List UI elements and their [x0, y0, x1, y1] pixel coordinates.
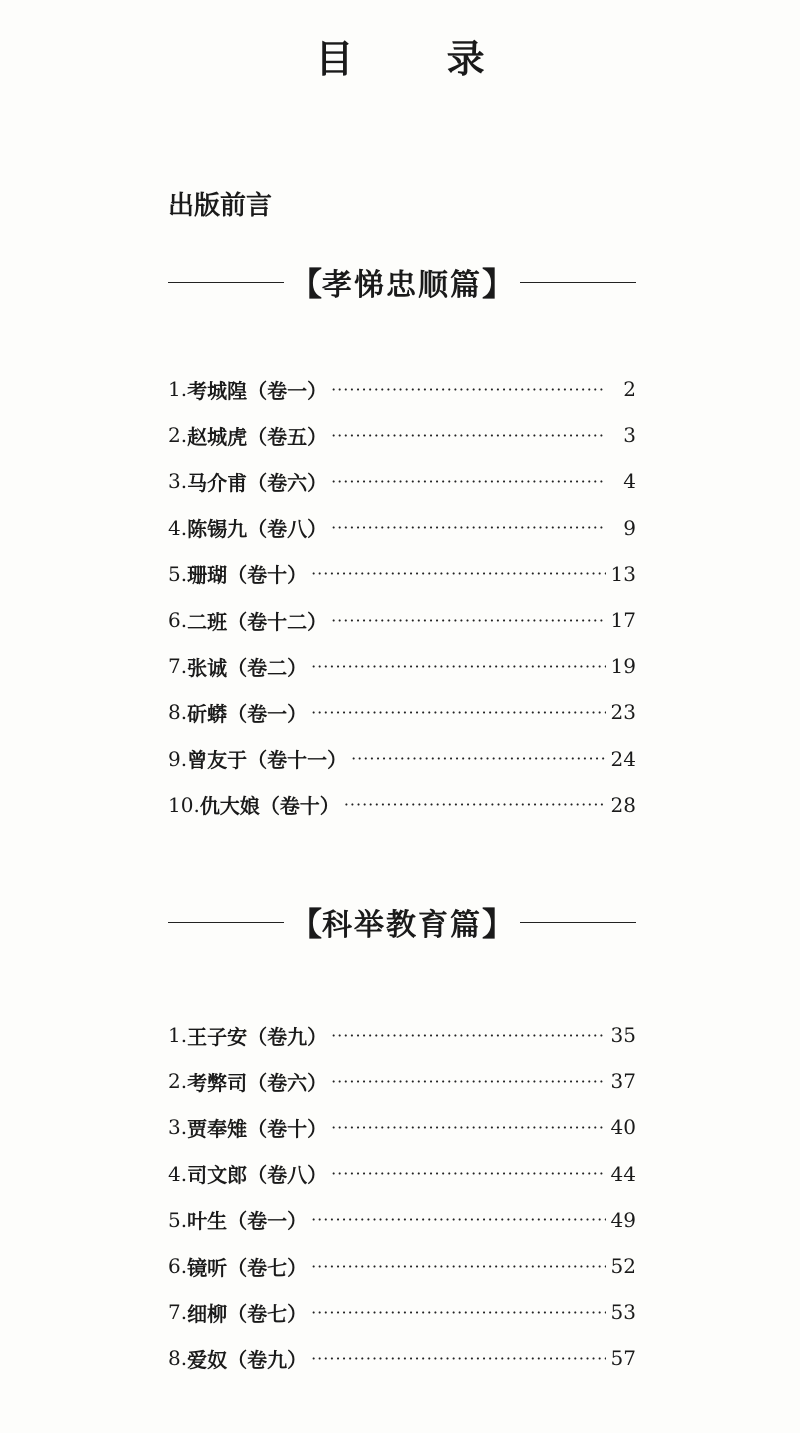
entry-volume: （卷一） — [247, 378, 328, 403]
entry-volume: （卷十） — [259, 794, 340, 819]
dot-leader — [311, 703, 606, 722]
dot-leader — [331, 1118, 606, 1137]
entry-volume: （卷十） — [227, 563, 308, 588]
entry-number: 8. — [168, 1346, 188, 1371]
entry-page: 2 — [623, 377, 636, 402]
dot-leader — [331, 1164, 606, 1183]
entry-page: 37 — [610, 1069, 636, 1094]
entry-volume: （卷七） — [227, 1301, 308, 1326]
entry-number: 8. — [168, 700, 188, 725]
entry-volume: （卷十） — [247, 1116, 328, 1141]
bracket-open: 【 — [289, 265, 322, 303]
entry-title: 考城隍 — [187, 378, 248, 403]
toc-entry[interactable] — [168, 1243, 636, 1289]
toc-entry[interactable] — [168, 1197, 636, 1243]
entry-title: 细柳 — [187, 1301, 228, 1326]
entry-page: 28 — [610, 792, 636, 817]
entry-page: 17 — [610, 608, 636, 633]
entry-number: 6. — [168, 608, 188, 633]
entry-title: 司文郎 — [187, 1163, 248, 1188]
toc-entry[interactable] — [168, 736, 636, 782]
entry-title: 赵城虎 — [187, 424, 248, 449]
entry-volume: （卷五） — [247, 424, 328, 449]
dot-leader — [331, 380, 606, 399]
entry-title: 斫蟒 — [187, 701, 228, 726]
bracket-close: 】 — [482, 905, 515, 943]
dot-leader — [311, 1210, 606, 1229]
toc-entry[interactable] — [168, 1289, 636, 1335]
bracket-open: 【 — [289, 905, 322, 943]
toc-entry[interactable] — [168, 1335, 636, 1381]
entry-title: 二班 — [187, 609, 228, 634]
toc-entry[interactable] — [168, 458, 636, 504]
entry-title: 仇大娘 — [199, 794, 260, 819]
dot-leader — [311, 1303, 606, 1322]
section-header-2 — [168, 900, 636, 944]
entry-title: 考弊司 — [187, 1070, 248, 1095]
entry-title: 镜听 — [187, 1255, 228, 1280]
entry-volume: （卷一） — [227, 701, 308, 726]
entry-page: 35 — [610, 1023, 636, 1048]
entry-number: 5. — [168, 1207, 188, 1232]
divider-line — [168, 282, 284, 283]
entry-page: 13 — [610, 561, 636, 586]
entry-page: 23 — [610, 700, 636, 725]
entry-title: 陈锡九 — [187, 517, 248, 542]
entry-page: 53 — [610, 1300, 636, 1325]
dot-leader — [331, 518, 606, 537]
entry-number: 1. — [168, 1023, 188, 1048]
entry-title: 王子安 — [187, 1024, 248, 1049]
toc-list-1 — [168, 366, 636, 828]
preface-heading[interactable]: 出版前言 — [168, 191, 273, 221]
entry-page: 9 — [623, 515, 636, 540]
entry-number: 2. — [168, 1069, 188, 1094]
entry-title: 张诚 — [187, 655, 228, 680]
entry-page: 19 — [610, 654, 636, 679]
dot-leader — [331, 426, 606, 445]
dot-leader — [311, 564, 606, 583]
entry-number: 7. — [168, 654, 188, 679]
divider-line — [520, 282, 636, 283]
entry-volume: （卷一） — [227, 1209, 308, 1234]
toc-entry[interactable] — [168, 1058, 636, 1104]
entry-title: 马介甫 — [187, 470, 248, 495]
dot-leader — [331, 472, 606, 491]
toc-list-2 — [168, 1012, 636, 1382]
entry-title: 曾友于 — [187, 748, 248, 773]
entry-volume: （卷二） — [227, 655, 308, 680]
section-title: 孝悌忠顺篇 — [322, 268, 482, 303]
dot-leader — [344, 795, 606, 814]
entry-number: 1. — [168, 377, 188, 402]
entry-volume: （卷九） — [247, 1024, 328, 1049]
entry-title: 叶生 — [187, 1209, 228, 1234]
entry-number: 5. — [168, 561, 188, 586]
entry-number: 2. — [168, 423, 188, 448]
page-title: 目 录 — [315, 36, 525, 81]
entry-number: 9. — [168, 746, 188, 771]
dot-leader — [311, 657, 606, 676]
entry-number: 3. — [168, 1115, 188, 1140]
bracket-close: 】 — [482, 265, 515, 303]
entry-title: 爱奴 — [187, 1347, 228, 1372]
toc-entry[interactable] — [168, 1012, 636, 1058]
entry-number: 10. — [168, 792, 200, 817]
entry-volume: （卷六） — [247, 470, 328, 495]
dot-leader — [351, 749, 606, 768]
entry-page: 4 — [623, 469, 636, 494]
entry-volume: （卷六） — [247, 1070, 328, 1095]
entry-page: 40 — [610, 1115, 636, 1140]
dot-leader — [331, 1026, 606, 1045]
entry-volume: （卷十二） — [227, 609, 328, 634]
toc-entry[interactable] — [168, 597, 636, 643]
dot-leader — [331, 1072, 606, 1091]
toc-entry[interactable] — [168, 1151, 636, 1197]
entry-volume: （卷十一） — [247, 748, 348, 773]
dot-leader — [311, 1257, 606, 1276]
entry-page: 49 — [610, 1207, 636, 1232]
dot-leader — [311, 1349, 606, 1368]
entry-number: 4. — [168, 515, 188, 540]
entry-volume: （卷七） — [227, 1255, 308, 1280]
divider-line — [520, 922, 636, 923]
toc-entry[interactable] — [168, 782, 636, 828]
toc-entry[interactable] — [168, 1104, 636, 1150]
toc-entry[interactable] — [168, 412, 636, 458]
dot-leader — [331, 611, 606, 630]
toc-entry[interactable] — [168, 643, 636, 689]
toc-entry[interactable] — [168, 551, 636, 597]
section-header-1 — [168, 260, 636, 304]
entry-title: 贾奉雉 — [187, 1116, 248, 1141]
entry-number: 3. — [168, 469, 188, 494]
entry-page: 52 — [610, 1254, 636, 1279]
toc-entry[interactable] — [168, 366, 636, 412]
entry-volume: （卷八） — [247, 517, 328, 542]
entry-page: 57 — [610, 1346, 636, 1371]
divider-line — [168, 922, 284, 923]
entry-number: 4. — [168, 1161, 188, 1186]
entry-title: 珊瑚 — [187, 563, 228, 588]
entry-volume: （卷九） — [227, 1347, 308, 1372]
toc-entry[interactable] — [168, 689, 636, 735]
entry-page: 3 — [623, 423, 636, 448]
section-title: 科举教育篇 — [322, 908, 482, 943]
entry-page: 44 — [610, 1161, 636, 1186]
entry-number: 7. — [168, 1300, 188, 1325]
entry-page: 24 — [610, 746, 636, 771]
entry-volume: （卷八） — [247, 1163, 328, 1188]
entry-number: 6. — [168, 1254, 188, 1279]
toc-entry[interactable] — [168, 505, 636, 551]
